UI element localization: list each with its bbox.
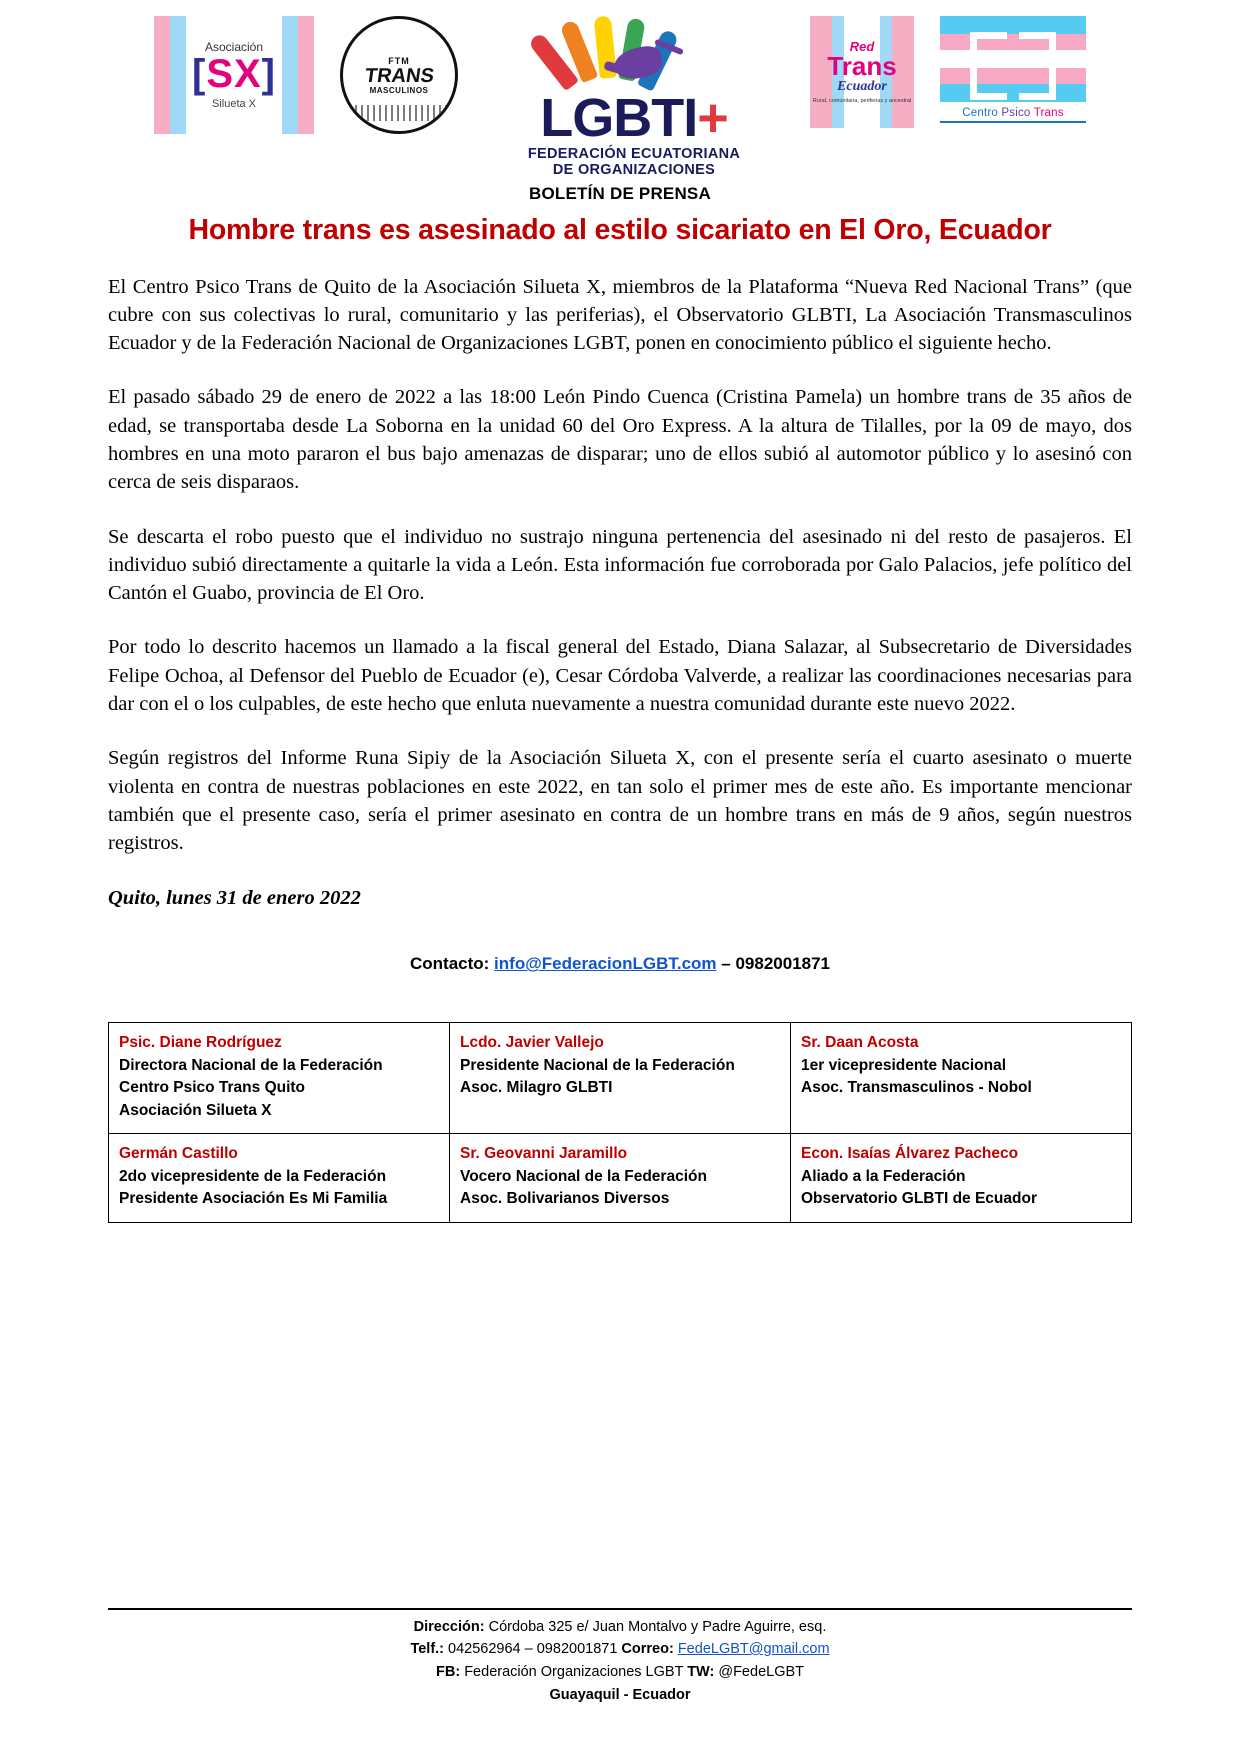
footer-city: Guayaquil - Ecuador bbox=[549, 1687, 691, 1703]
footer-mail-link[interactable]: FedeLGBT@gmail.com bbox=[677, 1641, 830, 1658]
paragraph-5: Según registros del Informe Runa Sipiy de la Asociación Silueta X, con el presente sería el cuarto asesinato o muerte violenta en contra de nuestras poblaciones en este 2022, en tan solo el primer mes de este año. Es importante mencionar también que el presente caso, sería el primer asesinato en contra de un hombre trans en más de 9 años, según nuestros registros. bbox=[108, 747, 1132, 855]
footer-phone-line bbox=[108, 1638, 1132, 1660]
dateline: Quito, lunes 31 de enero 2022 bbox=[108, 887, 361, 910]
federacion-subtitle-line1: FEDERACIÓN ECUATORIANA bbox=[527, 145, 741, 162]
page-footer bbox=[108, 1608, 1132, 1703]
signatory-name: Lcdo. Javier Vallejo bbox=[460, 1034, 604, 1052]
signatory-cell bbox=[109, 1023, 450, 1134]
signatories-table bbox=[108, 1022, 1132, 1222]
signatory-line2: Presidente Nacional de la Federación bbox=[460, 1056, 735, 1074]
transmasculinos-logo bbox=[340, 16, 458, 134]
centro-psico-trans-wordmark: Centro Psico Trans bbox=[962, 107, 1064, 119]
signatory-line2: Directora Nacional de la Federación bbox=[119, 1056, 383, 1074]
bird-body-icon bbox=[604, 38, 682, 94]
silueta-x-logo bbox=[154, 16, 314, 134]
paragraph-3: Se descarta el robo puesto que el individuo no sustrajo ninguna pertenencia del asesinado ni del resto de pasajeros. El individuo subió directamente a quitarle la vida a León. Esta información fue corroborada por Galo Palacios, jefe político del Cantón el Guabo, provincia de El Oro. bbox=[108, 525, 1132, 605]
signatory-line3: Asoc. Transmasculinos - Nobol bbox=[801, 1079, 1032, 1097]
signatory-line4: Asociación Silueta X bbox=[119, 1101, 272, 1119]
transmasculinos-stripe-decoration bbox=[343, 105, 455, 121]
footer-mail-label: Correo: bbox=[621, 1641, 674, 1658]
signatory-cell bbox=[791, 1134, 1132, 1222]
table-row bbox=[109, 1134, 1132, 1222]
signatory-line2: Aliado a la Federación bbox=[801, 1167, 966, 1185]
contact-label: Contacto: bbox=[409, 954, 490, 974]
federacion-subtitle-line2: DE ORGANIZACIONES bbox=[552, 161, 716, 178]
footer-tw-value: @FedeLGBT bbox=[718, 1663, 804, 1680]
silueta-x-top-text: Asociación bbox=[204, 40, 264, 54]
signatory-line3: Asoc. Bolivarianos Diversos bbox=[460, 1190, 670, 1208]
paragraph-2: El pasado sábado 29 de enero de 2022 a las 18:00 León Pindo Cuenca (Cristina Pamela) un hombre trans de 35 años de edad, se transportaba desde La Soborna en la unidad 60 del Oro Express. A la altura de Tilalles, por la 09 de mayo, dos hombres en una moto pararon el bus bajo amenazas de disparar; uno de ellos subió al automotor público y lo asesinó con cerca de seis disparaos. bbox=[108, 386, 1132, 494]
signatory-name: Germán Castillo bbox=[119, 1145, 238, 1163]
footer-address-value: Córdoba 325 e/ Juan Montalvo y Padre Aguirre, esq. bbox=[488, 1618, 827, 1635]
signatory-cell bbox=[791, 1023, 1132, 1134]
footer-fb-value: Federación Organizaciones LGBT bbox=[464, 1663, 684, 1680]
signatory-name: Econ. Isaías Álvarez Pacheco bbox=[801, 1145, 1019, 1163]
footer-divider bbox=[108, 1608, 1132, 1610]
contact-phone: – 0982001871 bbox=[721, 954, 831, 974]
federacion-lgbti-logo bbox=[484, 16, 784, 178]
contact-email-link[interactable]: info@FederacionLGBT.com bbox=[494, 954, 717, 974]
paragraph-1: El Centro Psico Trans de Quito de la Asociación Silueta X, miembros de la Plataforma “Nueva Red Nacional Trans” (que cubre con sus colectivas lo rural, comunitario y las periferias), el Observatorio GLBTI, La Asociación Transmasculinos Ecuador y de la Federación Nacional de Organizaciones LGBT, ponen en conocimiento público el siguiente hecho. bbox=[108, 275, 1132, 355]
signatory-line3: Observatorio GLBTI de Ecuador bbox=[801, 1190, 1037, 1208]
red-trans-line1: Red bbox=[849, 39, 875, 55]
footer-tw-label: TW: bbox=[687, 1663, 715, 1680]
signatory-line2: Vocero Nacional de la Federación bbox=[460, 1167, 707, 1185]
red-trans-line3: Ecuador bbox=[837, 79, 887, 95]
centro-psico-trans-logo bbox=[940, 16, 1086, 128]
footer-address-line bbox=[108, 1616, 1132, 1638]
footer-address-label: Dirección: bbox=[413, 1618, 485, 1635]
silueta-x-bottom-text: Silueta X bbox=[211, 98, 257, 110]
signatory-line3: Centro Psico Trans Quito bbox=[119, 1079, 306, 1097]
transmasculinos-ftm-text: FTM bbox=[388, 55, 410, 66]
trans-flag-icon bbox=[940, 16, 1086, 102]
silueta-x-monogram: [SX] bbox=[191, 52, 276, 96]
signatory-name: Psic. Diane Rodríguez bbox=[119, 1034, 282, 1052]
red-trans-tagline: Rural, comunitaria, periferias y ancestral bbox=[812, 97, 912, 104]
paragraph-4: Por todo lo descrito hacemos un llamado a la fiscal general del Estado, Diana Salazar, al Subsecretario de Diversidades Felipe Ochoa, al Defensor del Pueblo de Ecuador (e), Cesar Córdoba Valverde, a realizar las coordinaciones necesarias para dar con el o los culpables, de este hecho que enluta nuevamente a nuestra comunidad durante este nuevo 2022. bbox=[108, 636, 1132, 715]
contact-line bbox=[108, 954, 1132, 974]
signatory-line2: 2do vicepresidente de la Federación bbox=[119, 1167, 387, 1185]
lgbti-wordmark: LGBTI+ bbox=[540, 88, 728, 148]
signatory-name: Sr. Daan Acosta bbox=[801, 1034, 919, 1052]
signatory-cell bbox=[109, 1134, 450, 1222]
signatory-cell bbox=[450, 1023, 791, 1134]
signatory-line2: 1er vicepresidente Nacional bbox=[801, 1056, 1007, 1074]
hummingbird-icon bbox=[484, 16, 784, 102]
transmasculinos-main-text: TRANS bbox=[363, 64, 435, 87]
footer-fb-label: FB: bbox=[436, 1663, 461, 1680]
footer-phone-label: Telf.: bbox=[410, 1641, 445, 1658]
footer-social-line bbox=[108, 1661, 1132, 1683]
footer-phone-value: 042562964 – 0982001871 bbox=[448, 1641, 618, 1658]
red-trans-ecuador-logo bbox=[810, 16, 914, 128]
page-title: Hombre trans es asesinado al estilo sicariato en El Oro, Ecuador bbox=[188, 213, 1052, 246]
body-content bbox=[108, 273, 1132, 975]
logo-band bbox=[0, 0, 1240, 178]
red-trans-line2: Trans bbox=[827, 51, 897, 82]
signatory-line3: Presidente Asociación Es Mi Familia bbox=[119, 1190, 388, 1208]
transmasculinos-sub-text: MASCULINOS bbox=[369, 85, 429, 95]
footer-contact-block bbox=[108, 1616, 1132, 1683]
table-row bbox=[109, 1023, 1132, 1134]
signatory-line3: Asoc. Milagro GLBTI bbox=[460, 1079, 613, 1097]
signatory-cell bbox=[450, 1134, 791, 1222]
bulletin-label: BOLETÍN DE PRENSA bbox=[529, 183, 711, 203]
signatory-name: Sr. Geovanni Jaramillo bbox=[460, 1145, 628, 1163]
centro-psico-trans-underline bbox=[940, 121, 1086, 123]
